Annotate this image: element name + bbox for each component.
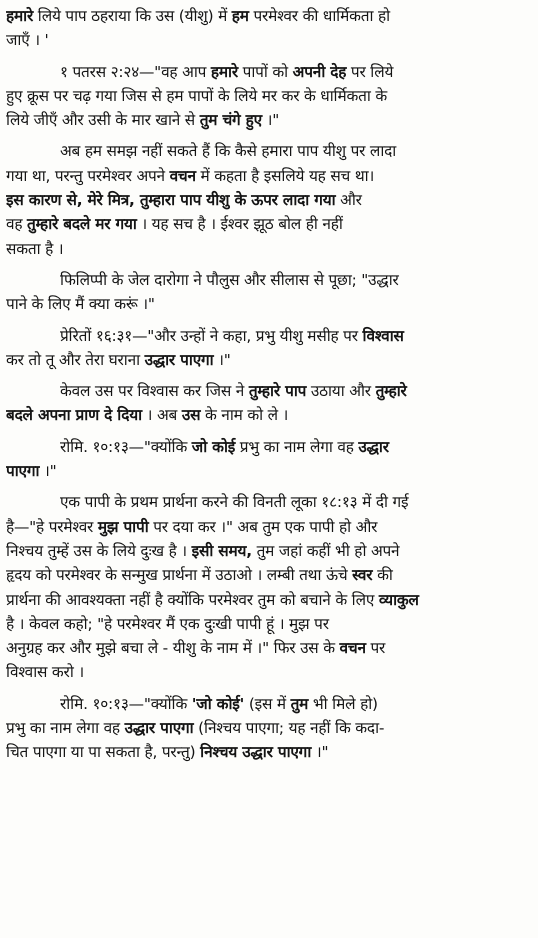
text-run: । यह सच है । ईश्वर झूठ बोल ही नहीं bbox=[136, 215, 343, 234]
text-run: की bbox=[372, 566, 393, 585]
text-line bbox=[6, 60, 532, 84]
text-line bbox=[6, 490, 532, 514]
emphasized-text: व्याकुल bbox=[378, 590, 419, 609]
text-run: फिलिप्पी के जेल दारोगा ने पौलुस और सीलास से पूछा; "उद्धार bbox=[60, 270, 399, 289]
paragraph-9 bbox=[6, 692, 532, 765]
text-run: जाएँ । ' bbox=[6, 31, 49, 50]
text-line bbox=[6, 740, 532, 764]
emphasized-text: विश्वास bbox=[362, 326, 404, 345]
text-line bbox=[6, 4, 532, 28]
paragraph-3 bbox=[6, 139, 532, 260]
text-line bbox=[6, 459, 532, 483]
text-run: परमेश्वर की धार्मिकता हो bbox=[248, 7, 390, 25]
text-line bbox=[6, 212, 532, 236]
text-run: प्रेरितों १६:३१—"और उन्हों ने कहा, प्रभु यीशु मसीह पर bbox=[60, 326, 363, 345]
emphasized-text: स्वर bbox=[352, 566, 373, 585]
text-line bbox=[6, 563, 532, 587]
text-line bbox=[6, 108, 532, 132]
emphasized-text: हम bbox=[231, 7, 249, 25]
text-run: प्रभु का नाम लेगा वह bbox=[235, 437, 359, 456]
text-run: सकता है । bbox=[6, 239, 64, 258]
text-run: है—"हे परमेश्वर bbox=[6, 517, 98, 536]
text-line bbox=[6, 28, 532, 52]
text-run: प्रार्थना की आवश्यक्ता नहीं है क्योंकि परमेश्वर तुम को बचाने के लिए bbox=[6, 590, 379, 609]
text-run: पापों को bbox=[237, 62, 293, 81]
text-run: उठाया और bbox=[306, 382, 376, 401]
text-run: है । केवल कहो; "हे परमेश्वर मैं एक दुःखी पापी हूं । मुझ पर bbox=[6, 614, 329, 633]
text-line bbox=[6, 716, 532, 740]
emphasized-text: तुम्हारे bbox=[375, 382, 407, 401]
emphasized-text: उद्धार पाएगा bbox=[124, 719, 194, 738]
text-run: प्रभु का नाम लेगा वह bbox=[6, 719, 125, 738]
emphasized-text: तुम चंगे हुए bbox=[199, 111, 262, 130]
paragraph-4 bbox=[6, 268, 532, 317]
text-run: के नाम को ले । bbox=[200, 406, 289, 425]
emphasized-text: मुझ पापी bbox=[97, 517, 149, 536]
paragraph-2 bbox=[6, 60, 532, 133]
emphasized-text: इस कारण से, मेरे मित्र, तुम्हारा पाप यीशु के ऊपर लादा गया bbox=[6, 191, 336, 210]
text-run: (निश्चय पाएगा; यह नहीं कि कदा- bbox=[193, 719, 385, 738]
text-line bbox=[6, 636, 532, 660]
text-run: हृदय को परमेश्वर के सन्मुख प्रार्थना में उठाओ । लम्बी तथा ऊंचे bbox=[6, 566, 353, 585]
text-run: लिये जीएँ और उसी के मार खाने से bbox=[6, 111, 200, 130]
text-run: गया था, परन्तु परमेश्वर अपने bbox=[6, 166, 170, 185]
emphasized-text: इसी समय, bbox=[191, 541, 252, 560]
text-run: अब हम समझ नहीं सकते हैं कि कैसे हमारा पाप यीशु पर लादा bbox=[60, 142, 397, 161]
text-run: पर दया कर ।" अब तुम एक पापी हो और bbox=[148, 517, 378, 536]
text-line bbox=[6, 515, 532, 539]
text-line bbox=[6, 237, 532, 261]
text-run: केवल उस पर विश्वास कर जिस ने bbox=[60, 382, 249, 401]
text-run: विश्वास करो । bbox=[6, 663, 84, 682]
text-run: ।" bbox=[39, 462, 57, 481]
emphasized-text: हमारे bbox=[6, 7, 34, 25]
emphasized-text: पाएगा bbox=[6, 462, 40, 481]
text-line bbox=[6, 612, 532, 636]
text-run: निश्चय तुम्हें उस के लिये दुःख है । bbox=[6, 541, 192, 560]
text-run: में कहता है इसलिये यह सच था। bbox=[195, 166, 375, 185]
text-run: ।" bbox=[213, 350, 231, 369]
text-run: । अब bbox=[141, 406, 182, 425]
paragraph-1 bbox=[6, 4, 532, 53]
text-line bbox=[6, 403, 532, 427]
text-line bbox=[6, 692, 532, 716]
emphasized-text: तुम्हारे बदले मर गया bbox=[27, 215, 137, 234]
emphasized-text: निश्चय उद्धार पाएगा bbox=[200, 743, 312, 762]
text-run: चित पाएगा या पा सकता है, परन्तु) bbox=[6, 743, 201, 762]
text-line bbox=[6, 268, 532, 292]
text-run: (इस में bbox=[244, 694, 291, 713]
text-line bbox=[6, 435, 532, 459]
emphasized-text: उद्धार bbox=[358, 437, 389, 456]
text-run: भी मिले हो) bbox=[308, 694, 378, 713]
paragraph-5 bbox=[6, 324, 532, 373]
text-run: रोमि. १०:१३—"क्योंकि bbox=[60, 694, 192, 713]
text-run: लिये पाप ठहराया कि उस (यीशु) में bbox=[33, 7, 232, 25]
text-run: पाने के लिए मैं क्या करूं ।" bbox=[6, 295, 155, 314]
emphasized-text: उस bbox=[181, 406, 201, 425]
emphasized-text: तुम bbox=[290, 694, 309, 713]
emphasized-text: बदले अपना प्राण दे दिया bbox=[6, 406, 142, 425]
text-line bbox=[6, 292, 532, 316]
text-line bbox=[6, 588, 532, 612]
text-line bbox=[6, 348, 532, 372]
text-run: कर तो तू और तेरा घराना bbox=[6, 350, 145, 369]
text-line bbox=[6, 324, 532, 348]
paragraph-6 bbox=[6, 379, 532, 428]
paragraph-7 bbox=[6, 435, 532, 484]
emphasized-text: अपनी देह bbox=[292, 62, 347, 81]
text-run: अनुग्रह कर और मुझे बचा ले - यीशु के नाम में ।" फिर उस के bbox=[6, 639, 340, 658]
text-run: रोमि. १०:१३—"क्योंकि bbox=[60, 437, 192, 456]
text-line bbox=[6, 379, 532, 403]
text-run: पर bbox=[365, 639, 386, 658]
emphasized-text: वचन bbox=[339, 639, 366, 658]
emphasized-text: जो कोई bbox=[191, 437, 236, 456]
text-line bbox=[6, 188, 532, 212]
text-line bbox=[6, 84, 532, 108]
text-line bbox=[6, 139, 532, 163]
emphasized-text: 'जो कोई' bbox=[191, 694, 245, 713]
text-run: एक पापी के प्रथम प्रार्थना करने की विनती लूका १८:१३ में दी गई bbox=[60, 493, 409, 512]
emphasized-text: वचन bbox=[169, 166, 196, 185]
emphasized-text: तुम्हारे पाप bbox=[248, 382, 307, 401]
text-run: वह bbox=[6, 215, 28, 234]
paragraph-8 bbox=[6, 490, 532, 684]
text-run: पर लिये bbox=[346, 62, 394, 81]
emphasized-text: उद्धार पाएगा bbox=[144, 350, 214, 369]
text-line bbox=[6, 539, 532, 563]
emphasized-text: हमारे bbox=[210, 62, 238, 81]
text-run: ।" bbox=[261, 111, 280, 130]
text-run: १ पतरस २:२४—"वह आप bbox=[60, 62, 211, 81]
text-run: और bbox=[335, 191, 362, 210]
text-run: तुम जहां कहीं भी हो अपने bbox=[251, 541, 400, 560]
text-run: हुए क्रूस पर चढ़ गया जिस से हम पापों के लिये मर कर के धार्मिकता के bbox=[6, 86, 388, 105]
text-run: ।" bbox=[311, 743, 329, 762]
text-line bbox=[6, 164, 532, 188]
text-line bbox=[6, 660, 532, 684]
